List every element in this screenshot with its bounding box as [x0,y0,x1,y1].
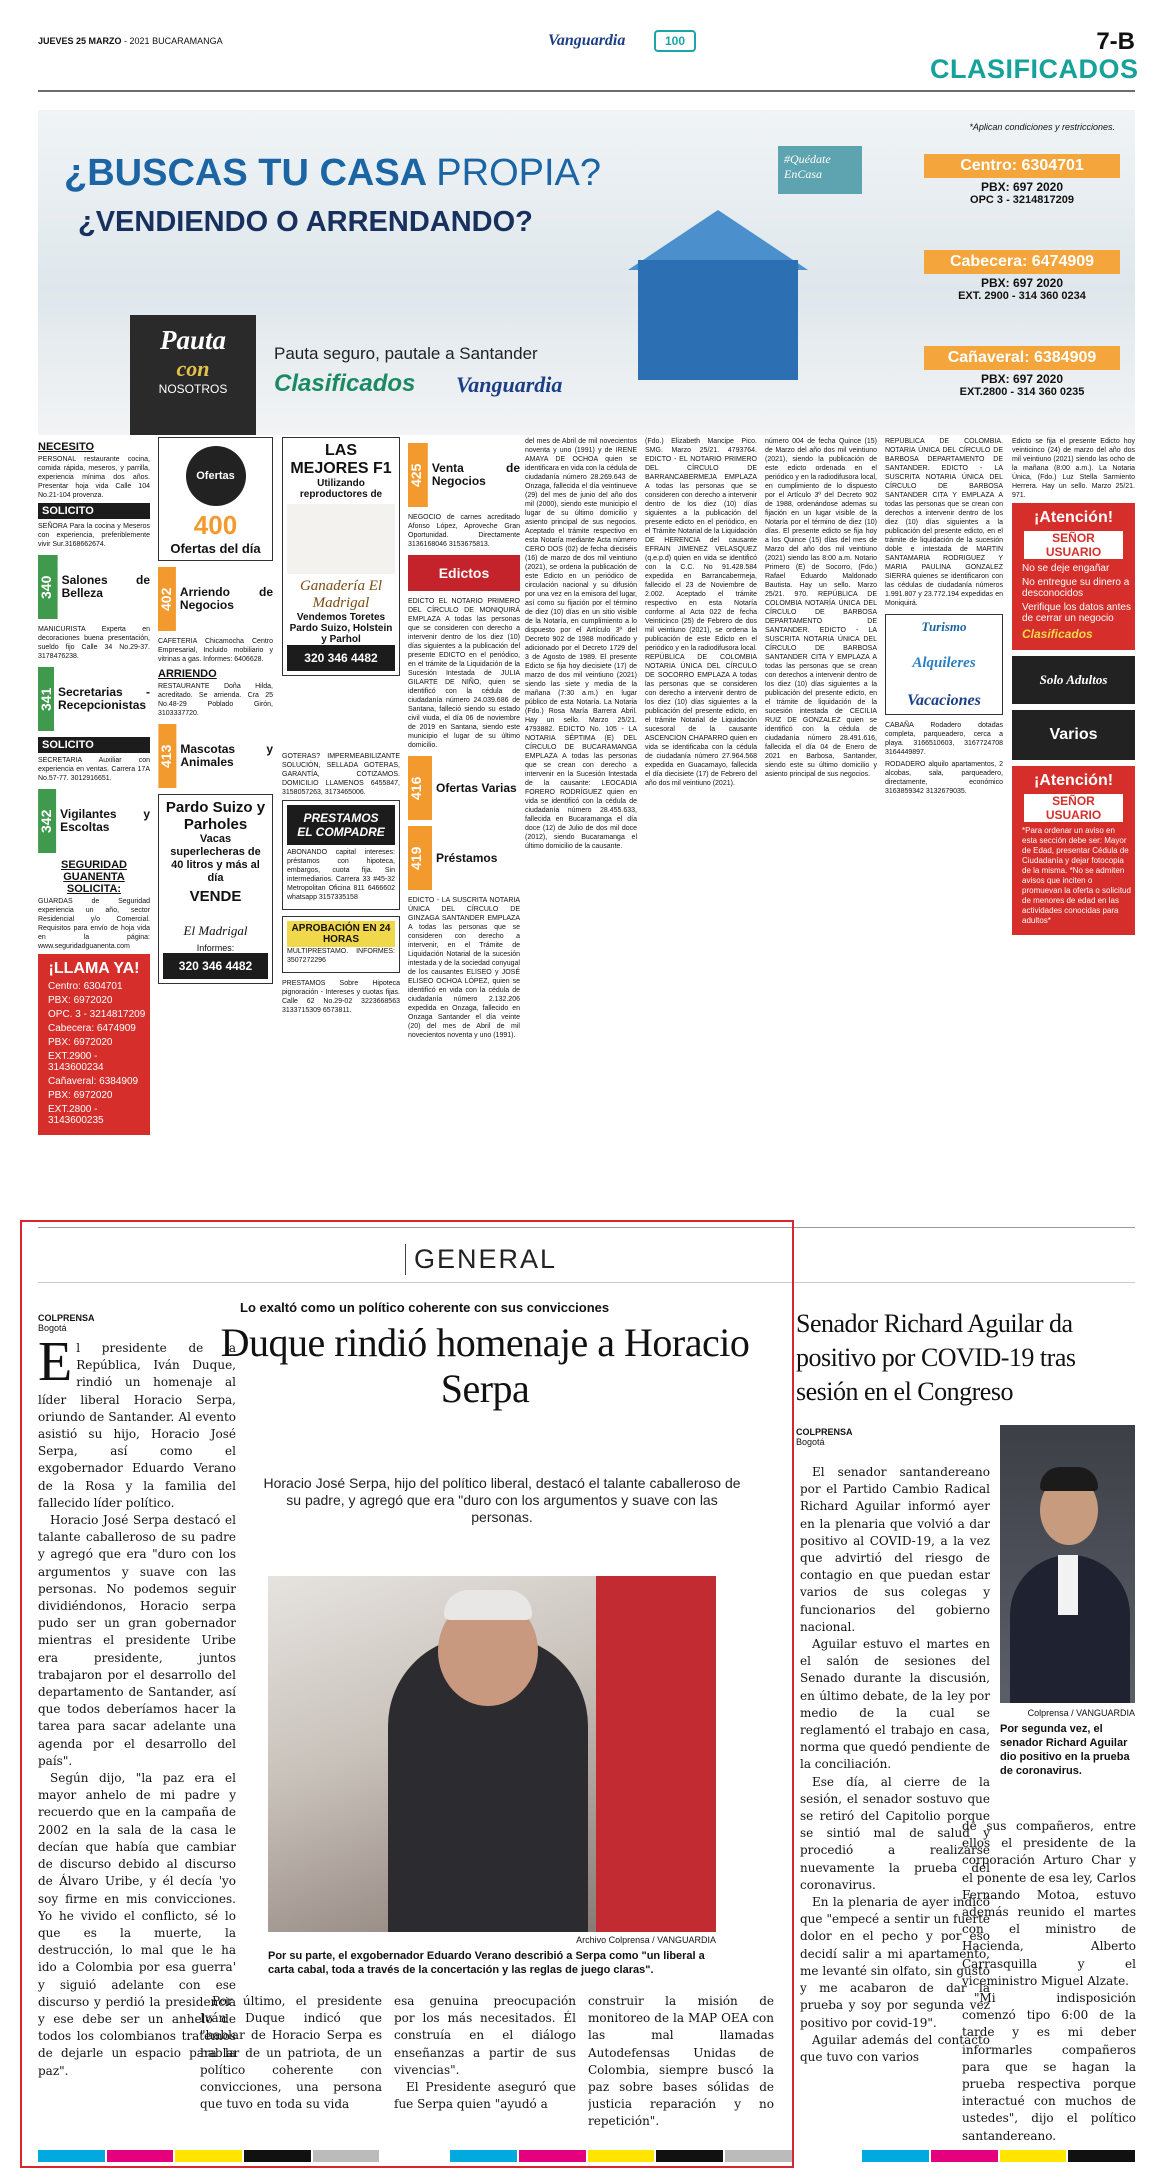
article2-photo [1000,1425,1135,1703]
header-divider [38,90,1135,92]
edicto-text: REPÚBLICA DE COLOMBIA. NOTARIA ÚNICA DEL CÍRCULO DE BARBOSA DEPARTAMENTO DE SANTANDER. EDICTO - LA SUSCRITA NOTARIA ÚNICA DEL CÍRCULO DE BARBOSA SANTANDER CITA Y EMPLAZA A todas las personas que se crean con derechos a intervenir dentro de los diez (10) días siguientes a la publicación del presente edicto, en el trámite de liquidación de la sucesión doble e intestada de MARTIN SANTAMARIA RODRIGUEZ Y MARIA PAULINA GONZALEZ SIERRA quienes se identificaron con las cédulas de ciudadanía números 1.991.807 y 23.772.194 expedidas en Moniquirá. [885,438,1003,607]
prestamos-compadre-ad: PRESTAMOS EL COMPADRE ABONANDO capital intereses: préstamos con hipoteca, embargos, cuota fija. Sin intermediarios. Carrera 33 #45-32 Metropolitan Oficina 811 6466602 whatsapp 3157335158 [282,800,400,910]
classifieds-col-1 [38,437,150,1207]
ad-text: SECRETARIA Auxiliar con experiencia en ventas. Carrera 17A No.57-77. 3012916651. [38,757,150,782]
category-arriendo-negocios: 402 Arriendo de Negocios [158,567,273,631]
ad-text: NEGOCIO de carnes acreditado Afonso López, Aproveche Gran Oportunidad. Directamente 3136168046 3153675813. [408,514,520,548]
print-registration-bar [38,2150,1135,2162]
article1-kicker: Lo exaltó como un político coherente con sus convicciones [240,1300,610,1315]
classifieds-col-7 [765,437,877,1207]
ofertas-del-dia-box: Ofertas 400 Ofertas del día [158,437,273,561]
ad-subheadline: Pauta seguro, pautale a Santander [274,344,538,363]
cattle-image [287,504,395,574]
ad-headline-2: ¿VENDIENDO O ARRENDANDO? [78,206,533,238]
article2-column-2: de sus compañeros, entre ellos el presidente de la corporación Arturo Char y el ponente de esa ley, Carlos Fernando Motoa, estuvo además reunido el martes con el ministro de Hacienda, Alberto Carrasquilla y el viceministro Miguel Alzate. "Mi indisposición comenzó tipo 6:00 de la tarde y es mi deber informarles compañeros para que se hagan la prueba respectiva porque interactué con muchos de ustedes", dijo el político santandereano. [962,1819,1136,2143]
article2-caption: Por segunda vez, el senador Richard Aguilar dio positivo en la prueba de coronavirus. [1000,1723,1130,1777]
edicto-text: EDICTO EL NOTARIO PRIMERO DEL CÍRCULO DE MONIQUIRÁ EMPLAZA A todas las personas que se consideren con derecho a intervenir dentro de los diez (10) días siguientes a la publicación del presente EDICTO en el periódico, en el trámite de la Liquidación de la Sucesión Intestada de JULIA GILARTE DE NIÑO, quien se identificó con la cédula de ciudadanía número 24.039.686 de Santana, falleció siendo su estado civil viuda, el día 06 de noviembre de 2019 en Santana, siendo este municipio el lugar de su último domicilio. [408,598,520,749]
category-mascotas: 413 Mascotas y Animales [158,724,273,788]
ad-text: CABAÑA Rodadero dotadas completa, parqueadero, cerca a playa. 3166510603, 3167724708 3164449897. [885,722,1003,756]
clasificados-logo: Clasificados [274,370,416,397]
category-venta-negocios: 425 Venta de Negocios [408,443,520,507]
ad-text: CAFETERIA Chicamocha Centro Empresarial, Incluido mobiliario y vitrinas a gas. Informes: 6406628. [158,638,273,663]
edictos-header: Edictos [408,555,520,591]
ad-text: MANICURISTA Experta en decoraciones buena presentación, sueldo fijo Calle 34 No.29-37. 3178476238. [38,626,150,660]
article1-column-4: construir la misión de monitoreo de la MAP OEA con las mal llamadas Autodefensas Unidas de Colombia, siempre buscó la paz sobre bases sólidas de justicia reparación y no repetición". [588,1994,774,2129]
ad-text: GOTERAS? IMPERMEABILIZANTE SOLUCIÓN, SELLADA GOTERAS, GARANTÍA, COTIZAMOS. DOMICILIO LLAMENOS 6455847, 3158057263, 3173465006. [282,753,400,796]
ad-text: SEÑORA Para la cocina y Meseros con experiencia, preferiblemente vivir Sur.3168662674. [38,523,150,548]
category-secretarias: 341 Secretarias - Recepcionistas [38,667,150,731]
edicto-text: del mes de Abril de mil novecientos noventa y uno (1991) y de IRENE AMAYA DE OCHOA quien se identificara en vida con la cédula de ciudadanía número 28.269.643 de Onzaga, fallecida el día veintinueve (29) del mes de junio del año dos mil (2000), siendo este municipio el lugar de su último domicilio y asiento principal de sus negocios. Aceptado el trámite respectivo en esta Notaría mediante Acta número CERO DOS (02) de fecha dieciséis (16) de marzo de dos mil veintiuno (2021), se ordena la publicación de este Edicto en un periódico de circulación nacional y su difusión por una vez en la emisora del lugar, así como su fijación por el término de diez (10) días en un sitio visible de la Notaría, en cumplimiento a lo dispuesto por el Artículo 3º del Decreto 902 de 1988 modificado y adicionado por el Decreto 1729 del 3 de Agosto de 1989. El presente Edicto se fija hoy diecisiete (17) de marzo de dos mil veintiuno (2021) siendo las siete y media de la mañana (7:30 a.m.) en lugar público de esta Notaría. La Notaria (Fdo.) Rosa María Barrera Abril. Hay un sello. Marzo 25/21. 4793882. EDICTO No. 105 - LA NOTARIA SÉPTIMA (E) DEL CÍRCULO DE BUCARAMANGA EMPLAZA A todas las personas que se crean con derecho a intervenir en la Sucesión Intestada de la causante: LEOCADIA FORERO RODRÍGUEZ quien en vida se identificó con la cédula de ciudadanía número 28.455.633, fallecida en Bucaramanga el día doce (12) de Julio de dos mil doce (2012), siendo Bucaramanga el último domicilio de la causante. [525,438,637,850]
atencion-box-1: ¡Atención! SEÑOR USUARIO No se deje engañar No entregue su dinero a desconocidos Verifique los datos antes de cerrar un negocio Clasificados [1012,503,1135,650]
turismo-ad: Turismo Alquileres Vacaciones [885,614,1003,715]
classifieds-col-4 [408,437,520,1207]
article1-headline[interactable]: Duque rindió homenaje a Horacio Serpa [220,1320,750,1411]
vanguardia-logo: Vanguardia [456,372,563,397]
classifieds-col-8 [885,437,1003,1207]
edicto-text: número 004 de fecha Quince (15) de Marzo del año dos mil veintiuno (2021), siendo la publicación de este edicto ordenada en el periódico y en la radiodifusora local, en cumplimiento de lo dispuesto por el Artículo 3º del Decreto 902 de 1988, ordenándose ademas su fijación en un lugar visible de la Notaría por el término de diez (10) días. El presente edicto se fija hoy a los Quince (15) días del mes de Marzo del año dos mil veintiuno (2021) siendo las 8:00 a.m. Notario Primero (E) de Socorro, (Fdo.) Rafael Eduardo Maldonado Bautista. Hay un sello. Marzo 25/21. 970. REPÚBLICA DE COLOMBIA NOTARÍA ÚNICA DEL CÍRCULO DE BARBOSA DEPARTAMENTO DE SANTANDER. EDICTO - LA SUSCRITA NOTARIA ÚNICA DEL CÍRCULO DE BARBOSA SANTANDER CITA Y EMPLAZA A todas las personas que se crean con derechos a intervenir dentro de los diez (10) días siguientes a la publicación del presente edicto, en el trámite de liquidación de la sucesión intestada de CECILIA RUIZ DE GONZALEZ quien se identificó con la cédula de ciudadanía número 28.491.616, fallecida el día 04 de Enero de 2021 en Barbosa, Santander, siendo este su último domicilio y asiento principal de sus negocios. [765,438,877,778]
article1-column-3: esa genuina preocupación por los más necesitados. Él construía en el diálogo enseñanzas a partir de sus vivencias". El Presidente aseguró que fue Serpa quien "ayudó a [394,1994,576,2112]
article2-column-1: El senador santandereano por el Partido Cambio Radical Richard Aguilar informó ayer en la plenaria que volvió a dar positivo al COVID-19, a la vez que advirtió del riesgo de contagio en que puedan estar varios de sus colegas y funcionarios del gobierno nacional. Aguilar estuvo el martes en el salón de sesiones del Senado durante la discusión, en último debate, de la ley por medio de la cual se reglamentó el trabajo en casa, norma que quedó pendiente de la conciliación. Ese día, al cierre de la sesión, el senador sostuvo que se retiró del Capitolio porque se sintió mal de salud y procedió a realizarse nuevamente la prueba del coronavirus. En la plenaria de ayer indicó que "empecé a sentir un fuerte dolor en el pecho y por eso decidí salir a mi apartamento, me levanté sin olfato, sin gusto y me acabaron de dar la prueba y soy por segunda vez positivo por covid-19". Aguilar además del contacto que tuvo con varios [800,1465,990,2064]
category-vigilantes: 342 Vigilantes y Escoltas [38,789,150,853]
ad-title: ARRIENDO [158,668,217,680]
ad-disclaimer: *Aplican condiciones y restricciones. [969,122,1115,132]
category-ofertas-varias: 416 Ofertas Varias [408,756,520,820]
section-name: CLASIFICADOS [930,54,1139,84]
ad-title: SOLICITO [38,737,150,753]
article2-byline: COLPRENSA Bogotá [796,1427,853,1447]
article1-column-1: El presidente de la República, Iván Duque, rindió un homenaje al líder liberal Horacio Serpa, oriundo de Santander. Al evento asistió su hijo, Horacio José Serpa, así como el exgobernador Eduardo Verano de la Rosa y la familia del fallecido líder político. Horacio José Serpa destacó el talante caballeroso de su padre y agregó que era "duro con los argumentos y suave con las personas. No podemos seguir dividiéndonos, Horacio serpa pudo ser un gran gobernador mientras el presidente Uribe era presidente, juntos trabajaron por el desarrollo del departamento de Santander, así que todos deberíamos hacer la tarea para sacar adelante una agenda por el desarrollo del país". Según dijo, "la paz era el mayor anhelo de mi padre y recuerdo que en la campaña de 2002 en la sala de la casa le decían que había que cambiar de discurso debido al discurso de Álvaro Uribe, y él decía 'yo soy firme en mis convicciones. Yo he vivido el conflicto, sé lo que es la muerte, la destrucción, lo mal que le ha ido a Colombia por esa guerra' y siguió adelante con ese discurso y perdió la presidencia y ese debe ser un anhelo de todos los colombianos tratemos de dejarle un espacio para la paz". [38,1340,236,2078]
office-canaveral: Cañaveral: 6384909 PBX: 697 2020 EXT.2800 - 314 360 0235 [924,346,1120,398]
pardo-suizo-ad: Pardo Suizo y Parholes Vacas superlecheras de 40 litros y más al día VENDE El Madrigal Informes: 320 346 4482 [158,794,273,984]
madrigal-ad: LAS MEJORES F1 Utilizando reproductores de Ganadería El Madrigal Vendemos Toretes Pardo Suizo, Holstein y Parhol 320 346 4482 [282,437,400,676]
house-graphic [638,260,798,380]
edicto-text: (Fdo.) Elizabeth Mancipe Pico. SMG. Marzo 25/21. 4793764. EDICTO - EL NOTARIO PRIMERO DEL CÍRCULO DE BARRANCABERMEJA EMPLAZA A todas las personas que se consideren con derecho a intervenir dentro de los diez (10) días siguientes a la publicación del presente edicto en el periódico, en el Trámite Notarial de la Liquidación DE HERENCIA del causante EFRAIN JIMENEZ VELASQUEZ (q.e.p.d) quien en vida se identificó con la C.C. No 91.428.584 expedida en Barrancabermeja, fallecido el 23 de Noviembre de 2.002. Aceptado el trámite respectivo en esta Notaría conforme al Acta 022 de fecha Veinticinco (25) de Febrero de dos mil veintiuno (2021), se ordena la publicación de este Edicto en el periódico y en la radiodifusora local. REPÚBLICA DE COLOMBIA NOTARIA ÚNICA DEL CÍRCULO DE SOCORRO EMPLAZA A todas las personas que se consideren con derecho a intervenir dentro de los diez (10) días siguientes a la publicación del presente edicto, en el trámite Notarial de Liquidación sucesoral de la causante ASCENCION CHAPARRO quien en vida se identificaba con la cédula de ciudadanía número 27.964.568 expedida en Guacamayo, fallecida el día diecisiete (17) de Febrero del año dos mil veintiuno (2021). [645,438,757,787]
article1-column-2: Por último, el presidente Iván Duque indicó que "hablar de Horacio Serpa es hablar de un patriota, de un político coherente con convicciones, una persona que tuvo en toda su vida [200,1994,382,2112]
ad-title: SOLICITO [38,503,150,519]
classifieds-col-5 [525,437,637,1207]
ad-text: RODADERO alquilo apartamentos, 2 alcobas, sala, parqueadero, directamente, económico 3163859342 3132679035. [885,761,1003,795]
llama-ya-box: ¡LLAMA YA! Centro: 6304701 PBX: 6972020 OPC. 3 - 3214817209 Cabecera: 6474909 PBX: 6972020 EXT.2900 - 3143600234 Cañaveral: 6384909 PBX: 6972020 EXT.2800 - 3143600235 [38,954,150,1135]
ad-title: SEGURIDAD GUANENTA SOLICITA: [60,859,127,895]
header-date: JUEVES 25 MARZO - 2021 BUCARAMANGA [38,36,223,46]
classifieds-col-3 [282,437,400,1207]
classifieds-col-9 [1012,437,1135,1207]
classifieds-col-2 [158,437,273,1207]
aprobacion-ad: APROBACIÓN EN 24 HORAS MULTIPRESTAMO. INFORMES: 3507272296 [282,916,400,973]
solo-adultos-ad: Solo Adultos [1012,656,1135,704]
ad-text: RESTAURANTE Doña Hilda, acreditado. Se arrienda. Cra 25 No.48-29 Poblado Girón, 3103337720. [158,683,273,717]
page-number: 7-B [1096,28,1135,55]
article1-photo [268,1576,716,1932]
office-centro: Centro: 6304701 PBX: 697 2020 OPC 3 - 3214817209 [924,154,1120,206]
section-title-general: GENERAL [405,1244,557,1275]
article1-deck: Horacio José Serpa, hijo del político liberal, destacó el talante caballeroso de su padre, y agregó que era "duro con los argumentos y suave con las personas. [263,1475,741,1525]
ad-text: PERSONAL restaurante cocina, comida rápida, meseros, y parrilla, experiencia mínima dos años. Presentar hoja vida Calle 104 No.21-104 provenza. [38,456,150,499]
edicto-text: EDICTO - LA SUSCRITA NOTARIA ÚNICA DEL CÍRCULO DE GINZAGA SANTANDER EMPLAZA A todas las personas que se consideren con derecho a intervenir, en el Trámite de Liquidación Notarial de la sucesión intestada y de la sociedad conyugal de los causantes ELISEO y JOSÉ ELISEO OCHOA LÓPEZ, quien se identificó en vida con la cédula de ciudadanía número 2.132.206 expedida en Onzaga, fallecido en Onzaga Santander el día veinte (20) del mes de Abril de mil novecientos noventa y uno (1991). [408,897,520,1039]
pauta-badge: Pauta con NOSOTROS [130,315,256,435]
ad-title: NECESITO [38,441,95,453]
ad-hashtag: #Quédate EnCasa [778,146,862,194]
ad-text: PRESTAMOS Sobre Hipoteca pignoración - Intereses y cuotas fijas. Calle 62 No.29-02 3223668563 3133715309 6573811. [282,980,400,1014]
hero-ad[interactable] [38,110,1135,435]
edicto-text: Edicto se fija el presente Edicto hoy veinticinco (24) de marzo del año dos mil veintiuno (2021) siendo las ocho de la mañana (8:00 a.m.). La Notaria Única, (Fdo.) Luz Stella Sarmiento Herrera. Hay un sello. Marzo 25/21. 971. [1012,438,1135,499]
article1-byline: COLPRENSA Bogotá [38,1313,95,1333]
ad-text: GUARDAS de Seguridad experiencia un año, sector Residencial y/o Comercial. Requisitos para envío de hoja vida en la página: www.seguridadguanenta.com [38,898,150,950]
article1-photo-credit: Archivo Colprensa / VANGUARDIA [576,1935,716,1945]
atencion-box-2: ¡Atención! SEÑOR USUARIO *Para ordenar un aviso en esta sección debe ser: Mayor de Edad, presentar Cédula de Ciudadanía y dejar fotocopia de la misma. *No se admiten avisos que inciten o promuevan la oferta o solicitud de menores de edad en las actividades conocidas para adultos* [1012,766,1135,935]
dropcap: E [38,1340,73,1393]
office-cabecera: Cabecera: 6474909 PBX: 697 2020 EXT. 2900 - 314 360 0234 [924,250,1120,302]
varios-ad: Varios [1012,710,1135,760]
anniversary-badge: 100 [654,30,696,52]
article1-caption: Por su parte, el exgobernador Eduardo Verano describió a Serpa como "un liberal a carta cabal, toda a través de la concertación y las reglas de juego claras". [268,1950,705,1976]
ad-headline: ¿BUSCAS TU CASA PROPIA? [64,152,602,194]
category-salones: 340 Salones de Belleza [38,555,150,619]
article2-headline[interactable]: Senador Richard Aguilar da positivo por COVID-19 tras sesión en el Congreso [796,1309,1076,1406]
brand-logo: Vanguardia [548,32,626,49]
classifieds-col-6 [645,437,757,1207]
article2-photo-credit: Colprensa / VANGUARDIA [1027,1708,1135,1718]
category-prestamos: 419 Préstamos [408,826,520,890]
